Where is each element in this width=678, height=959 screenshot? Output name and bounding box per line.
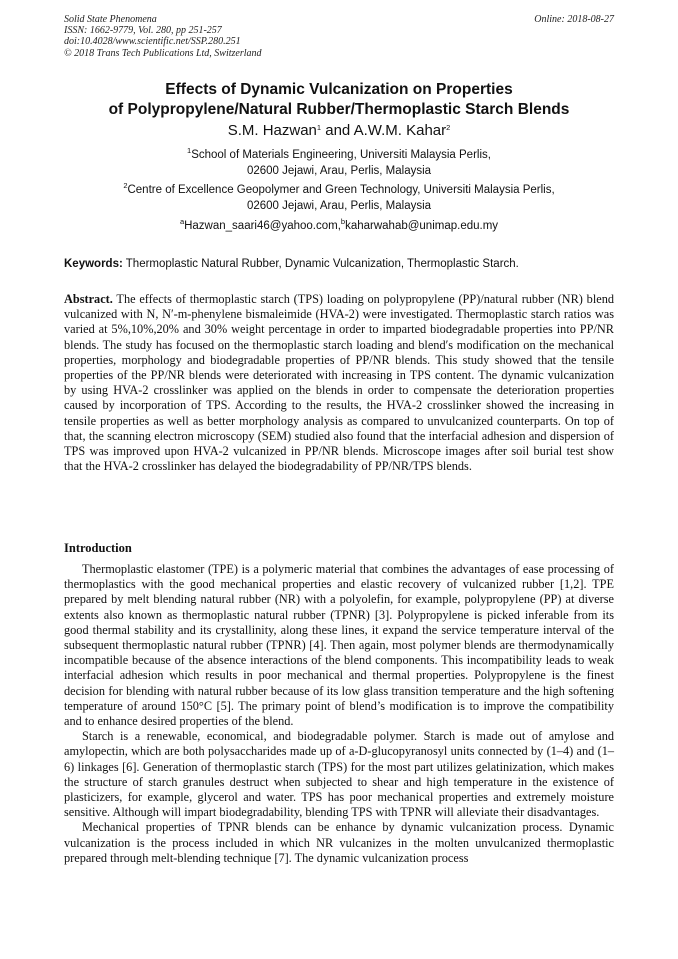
affiliation-1 xyxy=(40,148,638,179)
author-2: A.W.M. Kahar xyxy=(353,122,447,139)
email-b-mark: b xyxy=(340,217,346,226)
affiliation-1-mark: 1 xyxy=(187,146,192,155)
affiliation-2 xyxy=(40,183,638,214)
affiliation-2-line-1: Centre of Excellence Geopolymer and Green Technology, Universiti Malaysia Perlis, xyxy=(127,184,555,196)
copyright-line: © 2018 Trans Tech Publications Ltd, Switzerland xyxy=(64,47,262,59)
online-date: Online: 2018-08-27 xyxy=(534,14,614,25)
affiliation-2-mark: 2 xyxy=(123,181,128,190)
journal-name: Solid State Phenomena xyxy=(64,14,157,25)
affiliation-1-line-2: 02600 Jejawi, Arau, Perlis, Malaysia xyxy=(246,164,432,177)
abstract-text: The effects of thermoplastic starch (TPS) loading on polypropylene (PP)/natural rubber (NR) blend vulcanized with N, N′-m-phenylene bismaleimide (HVA-2) were investigated. Thermoplastic starch ratios was varied at 5%,10%,20% and 30% weight percentage in order to imparted biodegradable properties into PP/NR blends. The study has focused on the thermoplastic starch loading and blend′s modification on the mechanical properties, morphology and biodegradable properties of PP/NR blends. This study showed that the tensile properties of the PP/NR blends were deteriorated with increasing in TPS content. The dynamic vulcanization by using HVA-2 crosslinker was applied on the blends in order to compensate the deterioration properties caused by incorporation of TPS. According to the results, the HVA-2 crosslinker showed the increasing in tensile properties as well as better morphology analysis as compared to unvulcanized counterparts. On top of that, the scanning electron microscopy (SEM) studied also found that the interfacial adhesion and dispersion of TPS was improved upon HVA-2 vulcanized in PP/NR blends. Microscope images after soil burial test show that the HVA-2 crosslinker has delayed the biodegradability of PP/NR/TPS blends. xyxy=(64,292,614,474)
author-list xyxy=(40,122,638,140)
abstract-label: Abstract. xyxy=(64,292,113,306)
author-1-affiliation-mark: 1 xyxy=(316,123,322,132)
title-line-1: Effects of Dynamic Vulcanization on Properties xyxy=(165,81,513,98)
section-heading-introduction: Introduction xyxy=(64,541,132,555)
email-line xyxy=(40,219,638,235)
email-b[interactable]: kaharwahab@unimap.edu.my xyxy=(345,220,499,232)
keywords-text: Thermoplastic Natural Rubber, Dynamic Vulcanization, Thermoplastic Starch. xyxy=(122,258,519,270)
author-2-affiliation-mark: 2 xyxy=(446,123,451,132)
keywords xyxy=(64,257,614,272)
affiliation-2-line-2: 02600 Jejawi, Arau, Perlis, Malaysia xyxy=(246,199,432,212)
intro-paragraph: Thermoplastic elastomer (TPE) is a polymeric material that combines the advantages of ease processing of thermoplastics with the good mechanical properties and elastic recovery of vulcanized rubber [1,2]. TPE prepared by melt blending natural rubber (NR) with a polyolefin, for example, polypropylene (PP) at diverse extents also known as thermoplastic natural rubber (TPNR) [3]. Polypropylene is picked inferable from its good thermal stability and its crystallinity, along these lines, it expand the service temperature interval of the subsequent thermoplastic natural rubber (TPNR) [4]. Then again, most polymer blends are thermodynamically incompatible because of the absence interactions of the blend components. This incompatibility leads to weak interfacial adhesion which results in poor mechanical and thermal properties. Polypropylene is the finest decision for blending with natural rubber because of its low glass transition temperature and the high softening temperature of around 150°C [5]. The primary point of blend’s modification is to improve the compatibility and to enhance desired properties of the blend. xyxy=(64,562,614,729)
keywords-label: Keywords: xyxy=(64,258,123,270)
intro-paragraph: Mechanical properties of TPNR blends can be enhance by dynamic vulcanization process. Dynamic vulcanization is the process included in which NR vulcanizes in the molten unvulcanized thermoplastic prepared through melt-blending technique [7]. The dynamic vulcanization process xyxy=(64,820,614,865)
paper-title xyxy=(40,80,638,120)
intro-paragraph: Starch is a renewable, economical, and biodegradable polymer. Starch is made out of amylose and amylopectin, which are both polysaccharides made up of a-D-glucopyranosyl units connected by (1–4) and (1–6) linkages [6]. Generation of thermoplastic starch (TPS) for the most part utilizes gelatinization, which makes the structure of starch granules destruct when subjected to shear and high temperature in the existence of plasticizers, for example, glycerol and water. TPS has poor mechanical properties and extremely moisture sensitive. Although will impart biodegradability, blending TPS with TPNR will alleviate their disadvantages. xyxy=(64,729,614,820)
email-a-mark: a xyxy=(179,217,185,226)
affiliation-1-line-1: School of Materials Engineering, Universiti Malaysia Perlis, xyxy=(191,149,491,161)
issn-line: ISSN: 1662-9779, Vol. 280, pp 251-257 xyxy=(64,25,222,37)
email-a[interactable]: Hazwan_saari46@yahoo.com, xyxy=(184,220,341,232)
title-line-2: of Polypropylene/Natural Rubber/Thermoplastic Starch Blends xyxy=(108,101,570,118)
journal-header xyxy=(64,14,262,59)
doi-line: doi:10.4028/www.scientific.net/SSP.280.251 xyxy=(64,36,241,48)
author-1: S.M. Hazwan xyxy=(227,122,317,139)
author-conjunction: and xyxy=(321,122,354,139)
abstract xyxy=(64,292,614,474)
introduction-body xyxy=(64,562,614,866)
